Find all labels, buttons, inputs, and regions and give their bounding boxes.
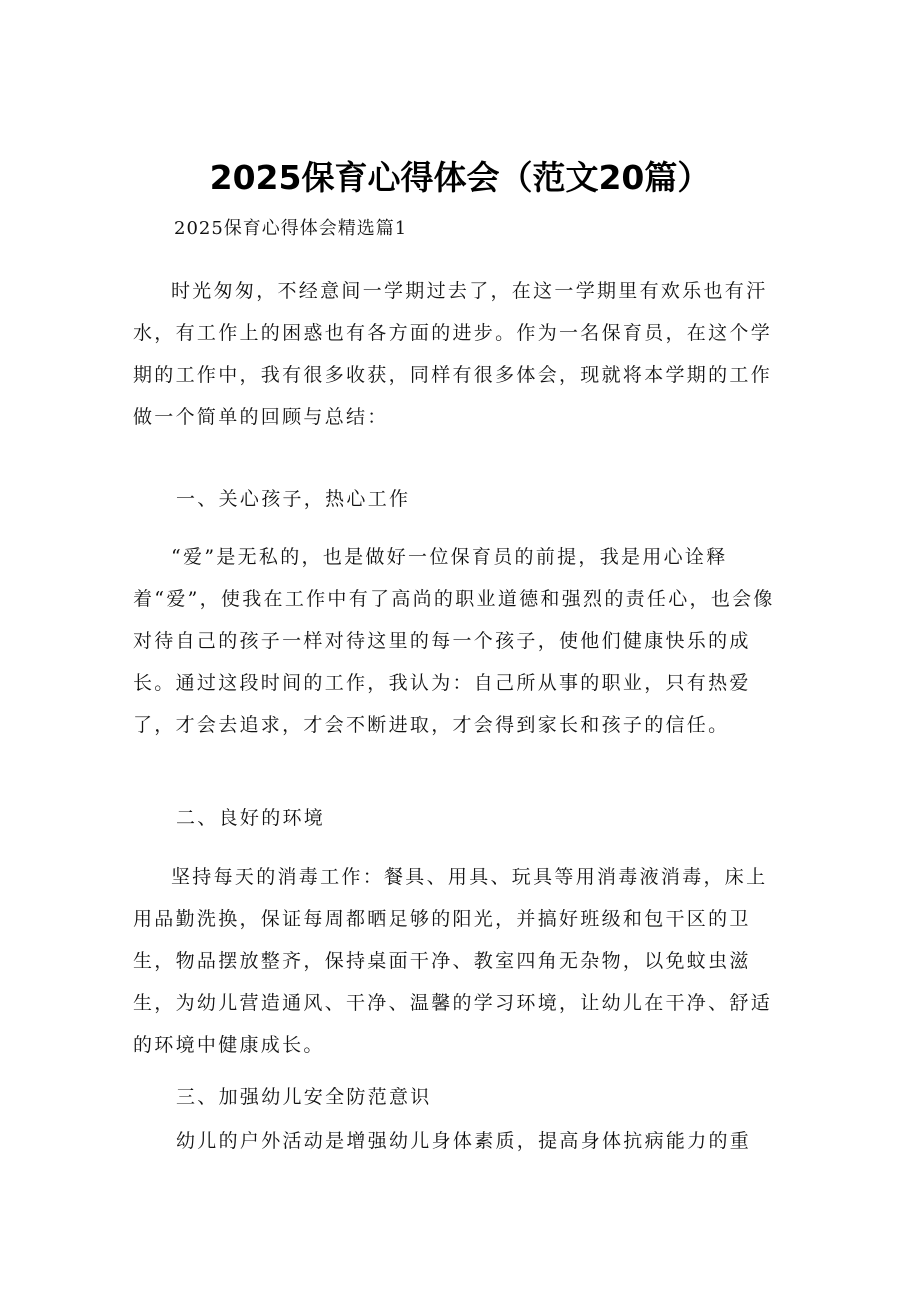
- intro-paragraph: 时光匆匆，不经意间一学期过去了，在这一学期里有欢乐也有汗水，有工作上的困惑也有各方面的进步。作为一名保育员，在这个学期的工作中，我有很多收获，同样有很多体会，现就将本学期的工作做一个简单的回顾与总结：: [133, 280, 773, 428]
- section-body-2: 坚持每天的消毒工作：餐具、用具、玩具等用消毒液消毒，床上用品勤洗换，保证每周都晒足够的阳光，并搞好班级和包干区的卫生，物品摆放整齐，保持桌面干净、教室四角无杂物，以免蚊虫滋生，为幼儿营造通风、干净、温馨的学习环境，让幼儿在干净、舒适的环境中健康成长。: [133, 866, 773, 1056]
- section-body-3: 幼儿的户外活动是增强幼儿身体素质，提高身体抗病能力的重: [176, 1130, 752, 1152]
- document-subtitle: 2025保育心得体会精选篇1: [174, 218, 408, 239]
- section-heading-3: 三、加强幼儿安全防范意识: [176, 1086, 432, 1108]
- section-heading-2: 二、良好的环境: [176, 807, 326, 829]
- section-heading-1: 一、关心孩子，热心工作: [176, 488, 411, 510]
- document-title: 2025保育心得体会（范文20篇）: [209, 158, 711, 197]
- section-body-1: “爱”是无私的，也是做好一位保育员的前提，我是用心诠释着“爱”，使我在工作中有了高尚的职业道德和强烈的责任心，也会像对待自己的孩子一样对待这里的每一个孩子，使他们健康快乐的成长。通过这段时间的工作，我认为：自己所从事的职业，只有热爱了，才会去追求，才会不断进取，才会得到家长和孩子的信任。: [133, 546, 775, 736]
